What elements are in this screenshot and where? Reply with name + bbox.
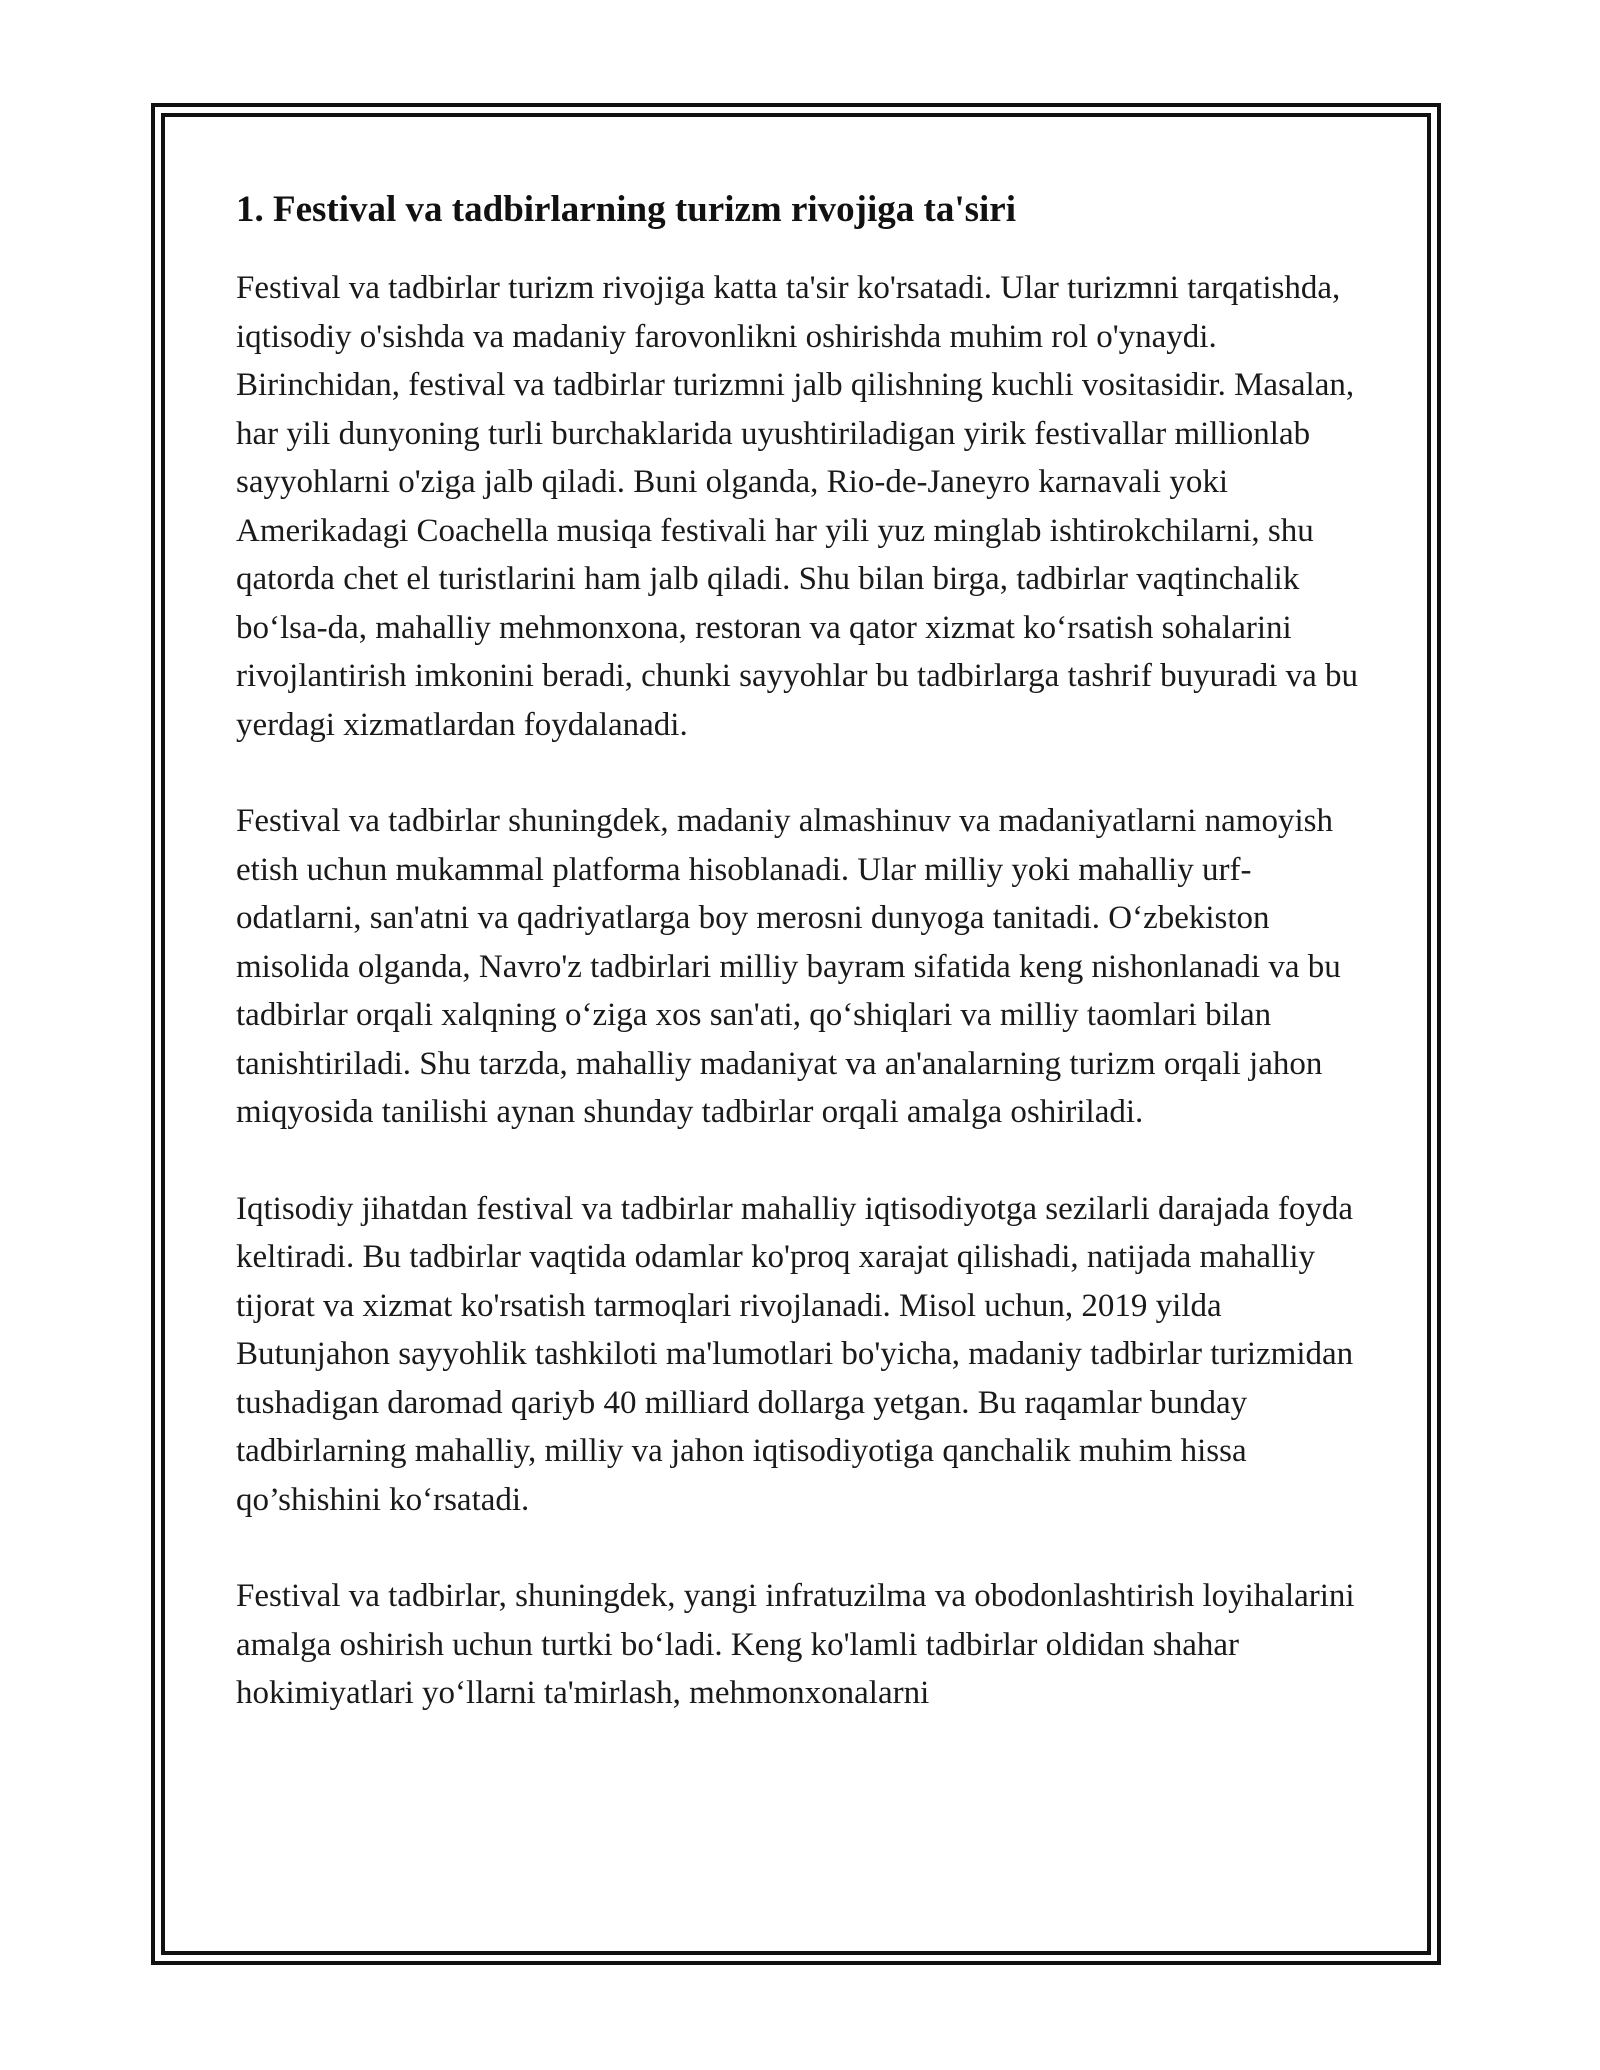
section-heading: 1. Festival va tadbirlarning turizm rivojiga ta'siri bbox=[236, 189, 1016, 230]
document-content bbox=[236, 186, 1366, 1766]
paragraph-1: Festival va tadbirlar turizm rivojiga katta ta'sir ko'rsatadi. Ular turizmni tarqatishda, iqtisodiy o'sishda va madaniy farovonlikni oshirishda muhim rol o'ynaydi. Birinchidan, festival va tadbirlar turizmni jalb qilishning kuchli vositasidir. Masalan, har yili dunyoning turli burchaklarida uyushtiriladigan yirik festivallar millionlab sayyohlarni o'ziga jalb qiladi. Buni olganda, Rio-de-Janeyro karnavali yoki Amerikadagi Coachella musiqa festivali har yili yuz minglab ishtirokchilarni, shu qatorda chet el turistlarini ham jalb qiladi. Shu bilan birga, tadbirlar vaqtinchalik bo‘lsa-da, mahalliy mehmonxona, restoran va qator xizmat ko‘rsatish sohalarini rivojlantirish imkonini beradi, chunki sayyohlar bu tadbirlarga tashrif buyuradi va bu yerdagi xizmatlardan foydalanadi. bbox=[236, 270, 1359, 743]
paragraph-3: Iqtisodiy jihatdan festival va tadbirlar mahalliy iqtisodiyotga sezilarli darajada foyda keltiradi. Bu tadbirlar vaqtida odamlar ko'proq xarajat qilishadi, natijada mahalliy tijorat va xizmat ko'rsatish tarmoqlari rivojlanadi. Misol uchun, 2019 yilda Butunjahon sayyohlik tashkiloti ma'lumotlari bo'yicha, madaniy tadbirlar turizmidan tushadigan daromad qariyb 40 milliard dollarga yetgan. Bu raqamlar bunday tadbirlarning mahalliy, milliy va jahon iqtisodiyotiga qanchalik muhim hissa qo’shishini ko‘rsatadi. bbox=[236, 1190, 1354, 1518]
paragraph-4: Festival va tadbirlar, shuningdek, yangi infratuzilma va obodonlashtirish loyihalarini amalga oshirish uchun turtki bo‘ladi. Keng ko'lamli tadbirlar oldidan shahar hokimiyatlari yo‘llarni ta'mirlash, mehmonxonalarni bbox=[236, 1578, 1355, 1711]
paragraph-2: Festival va tadbirlar shuningdek, madaniy almashinuv va madaniyatlarni namoyish etish uchun mukammal platforma hisoblanadi. Ular milliy yoki mahalliy urf-odatlarni, san'atni va qadriyatlarga boy merosni dunyoga tanitadi. O‘zbekiston misolida olganda, Navro'z tadbirlari milliy bayram sifatida keng nishonlanadi va bu tadbirlar orqali xalqning o‘ziga xos san'ati, qo‘shiqlari va milliy taomlari bilan tanishtiriladi. Shu tarzda, mahalliy madaniyat va an'analarning turizm orqali jahon miqyosida tanilishi aynan shunday tadbirlar orqali amalga oshiriladi. bbox=[236, 803, 1341, 1130]
